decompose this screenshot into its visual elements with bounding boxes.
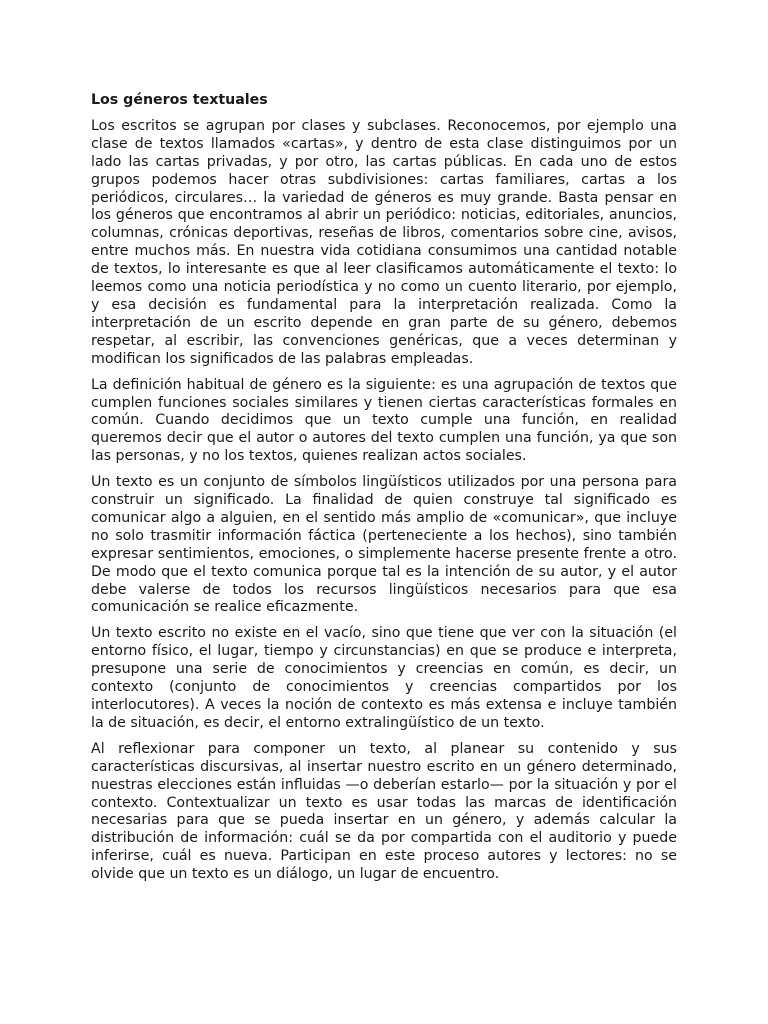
document-title: Los géneros textuales [91,92,268,108]
document-page [91,92,677,892]
paragraph-3: Un texto es un conjunto de símbolos lingüísticos utilizados por una persona para construir un significado. La finalidad de quien construye tal significado es comunicar algo a alguien, en el sentido más amplio de «comunicar», que incluye no solo trasmitir información fáctica (perteneciente a los hechos), sino también expresar sentimientos, emociones, o simplemente hacerse presente frente a otro. De modo que el texto comunica porque tal es la intención de su autor, y el autor debe valerse de todos los recursos lingüísticos necesarios para que esa comunicación se realice eficazmente. [91,474,677,616]
paragraph-5: Al reflexionar para componer un texto, al planear su contenido y sus características discursivas, al insertar nuestro escrito en un género determinado, nuestras elecciones están influidas —o deberían estarlo— por la situación y por el contexto. Contextualizar un texto es usar todas las marcas de identificación necesarias para que se pueda insertar en un género, y además calcular la distribución de información: cuál se da por compartida con el auditorio y puede inferirse, cuál es nueva. Participan en este proceso autores y lectores: no se olvide que un texto es un diálogo, un lugar de encuentro. [91,740,677,883]
paragraph-1: Los escritos se agrupan por clases y subclases. Reconocemos, por ejemplo una clase de textos llamados «cartas», y dentro de esta clase distinguimos por un lado las cartas privadas, y por otro, las cartas públicas. En cada uno de estos grupos podemos hacer otras subdivisiones: cartas familiares, cartas a los periódicos, circulares… la variedad de géneros es muy grande. Basta pensar en los géneros que encontramos al abrir un periódico: noticias, editoriales, anuncios, columnas, crónicas deportivas, reseñas de libros, comentarios sobre cine, avisos, entre muchos más. En nuestra vida cotidiana consumimos una cantidad notable de textos, lo interesante es que al leer clasificamos automáticamente el texto: lo leemos como una noticia periodística y no como un cuento literario, por ejemplo, y esa decisión es fundamental para la interpretación realizada. Como la interpretación de un escrito depende en gran parte de su género, debemos respetar, al escribir, las convenciones genéricas, que a veces determinan y modifican los significados de las palabras empleadas. [91,117,677,367]
paragraph-2: La definición habitual de género es la siguiente: es una agrupación de textos que cumplen funciones sociales similares y tienen ciertas características formales en común. Cuando decidimos que un texto cumple una función, en realidad queremos decir que el autor o autores del texto cumplen una función, ya que son las personas, y no los textos, quienes realizan actos sociales. [91,376,677,465]
paragraph-4: Un texto escrito no existe en el vacío, sino que tiene que ver con la situación (el entorno físico, el lugar, tiempo y circunstancias) en que se produce e interpreta, presupone una serie de conocimientos y creencias en común, es decir, un contexto (conjunto de conocimientos y creencias compartidos por los interlocutores). A veces la noción de contexto es más extensa e incluye también la de situación, es decir, el entorno extralingüístico de un texto. [91,625,677,731]
